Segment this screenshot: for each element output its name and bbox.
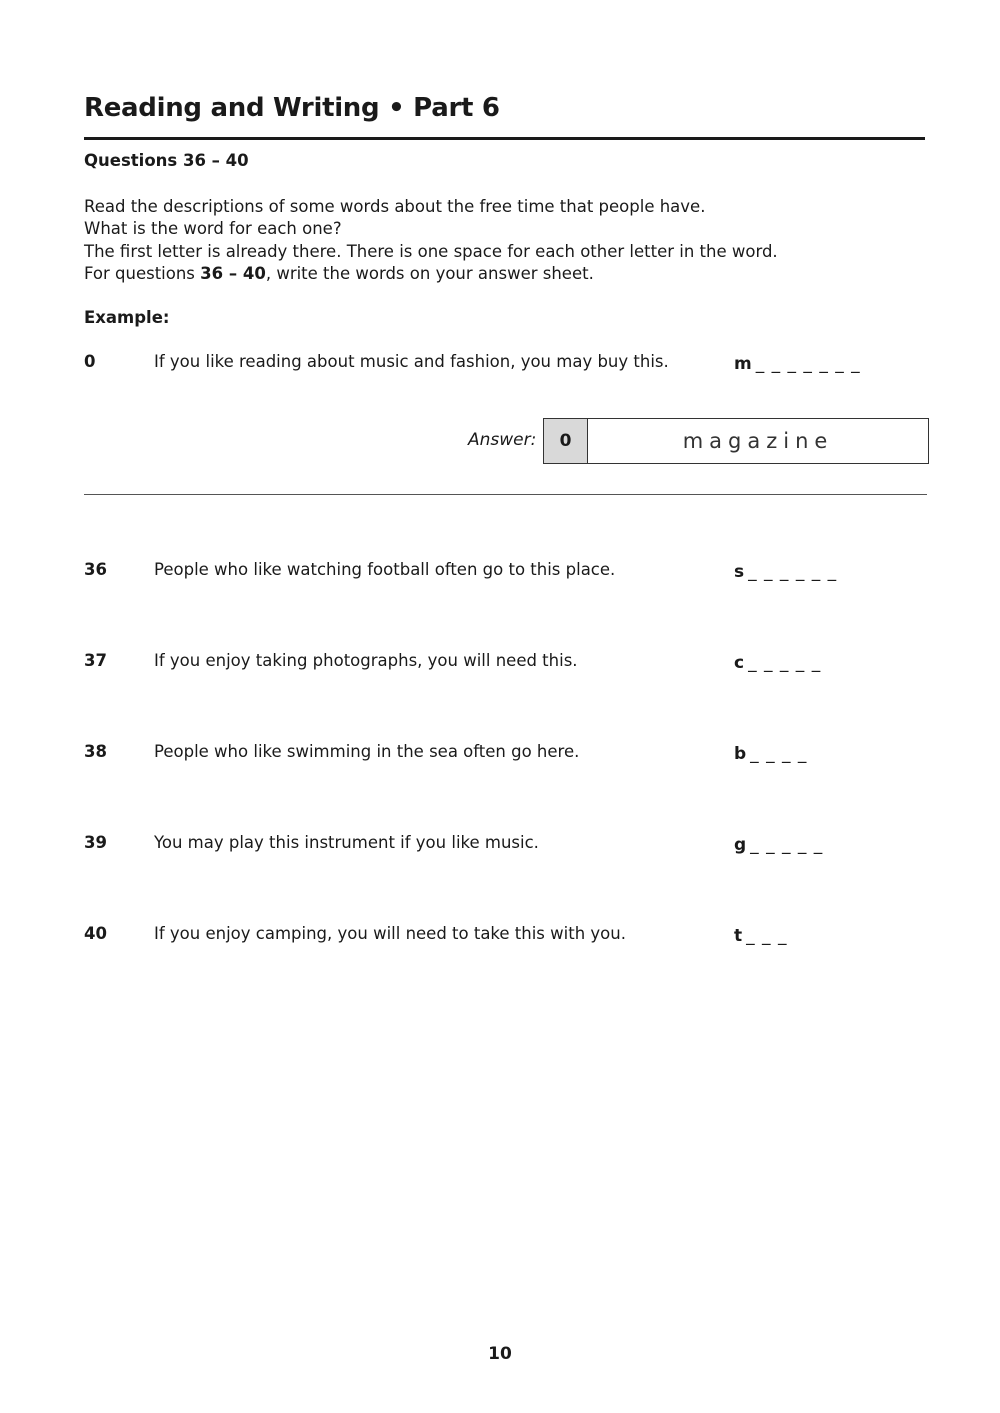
answer-box xyxy=(543,418,929,464)
example-text: If you like reading about music and fashion, you may buy this. xyxy=(154,352,669,371)
instruction-line-1: Read the descriptions of some words about the free time that people have. xyxy=(84,197,706,216)
question-number: 37 xyxy=(84,651,107,670)
example-blanks: _ _ _ _ _ _ _ xyxy=(755,354,861,374)
question-text: If you enjoy taking photographs, you will need this. xyxy=(154,651,578,670)
letter-blanks: _ _ _ _ _ _ xyxy=(748,562,838,582)
answer-word: magazine xyxy=(682,429,834,453)
example-row xyxy=(84,352,884,378)
question-number: 36 xyxy=(84,560,107,579)
questions-range: Questions 36 – 40 xyxy=(84,151,249,170)
instruction-line-2: What is the word for each one? xyxy=(84,219,342,239)
question-hint xyxy=(734,926,787,946)
instruction-line-4 xyxy=(84,263,778,285)
question-number: 39 xyxy=(84,833,107,852)
instruction-line-4-prefix: For questions xyxy=(84,263,201,283)
first-letter: g xyxy=(734,835,747,855)
question-row xyxy=(84,651,884,677)
first-letter: b xyxy=(734,744,747,764)
question-number: 40 xyxy=(84,924,107,943)
first-letter: c xyxy=(734,653,745,673)
letter-blanks: _ _ _ xyxy=(746,926,788,946)
question-row xyxy=(84,924,884,950)
instruction-line-4-bold: 36 – 40 xyxy=(200,263,266,283)
instruction-line-3: The first letter is already there. There is one space for each other letter in the word. xyxy=(84,241,778,261)
instruction-line-4-suffix: , write the words on your answer sheet. xyxy=(265,263,594,283)
instructions xyxy=(84,196,778,285)
answer-number: 0 xyxy=(544,419,588,463)
letter-blanks: _ _ _ _ _ xyxy=(750,835,824,855)
first-letter: t xyxy=(734,926,743,946)
question-hint xyxy=(734,744,807,764)
example-heading: Example: xyxy=(84,308,170,327)
page-number: 10 xyxy=(488,1344,512,1364)
question-hint xyxy=(734,562,837,582)
question-row xyxy=(84,833,884,859)
example-hint xyxy=(734,354,861,374)
answer-label: Answer: xyxy=(468,430,537,450)
question-hint xyxy=(734,653,821,673)
section-divider xyxy=(84,494,927,495)
letter-blanks: _ _ _ _ xyxy=(750,744,808,764)
question-row xyxy=(84,560,884,586)
question-text: People who like watching football often go to this place. xyxy=(154,560,616,579)
letter-blanks: _ _ _ _ _ xyxy=(748,653,822,673)
example-number: 0 xyxy=(84,352,96,371)
first-letter: s xyxy=(734,562,745,582)
example-first-letter: m xyxy=(734,354,752,374)
question-text: If you enjoy camping, you will need to take this with you. xyxy=(154,924,626,943)
title-rule xyxy=(84,137,925,140)
question-row xyxy=(84,742,884,768)
question-hint xyxy=(734,835,823,855)
page-title: Reading and Writing • Part 6 xyxy=(84,93,500,123)
question-number: 38 xyxy=(84,742,107,761)
question-text: People who like swimming in the sea often go here. xyxy=(154,742,580,761)
question-text: You may play this instrument if you like music. xyxy=(154,833,539,852)
